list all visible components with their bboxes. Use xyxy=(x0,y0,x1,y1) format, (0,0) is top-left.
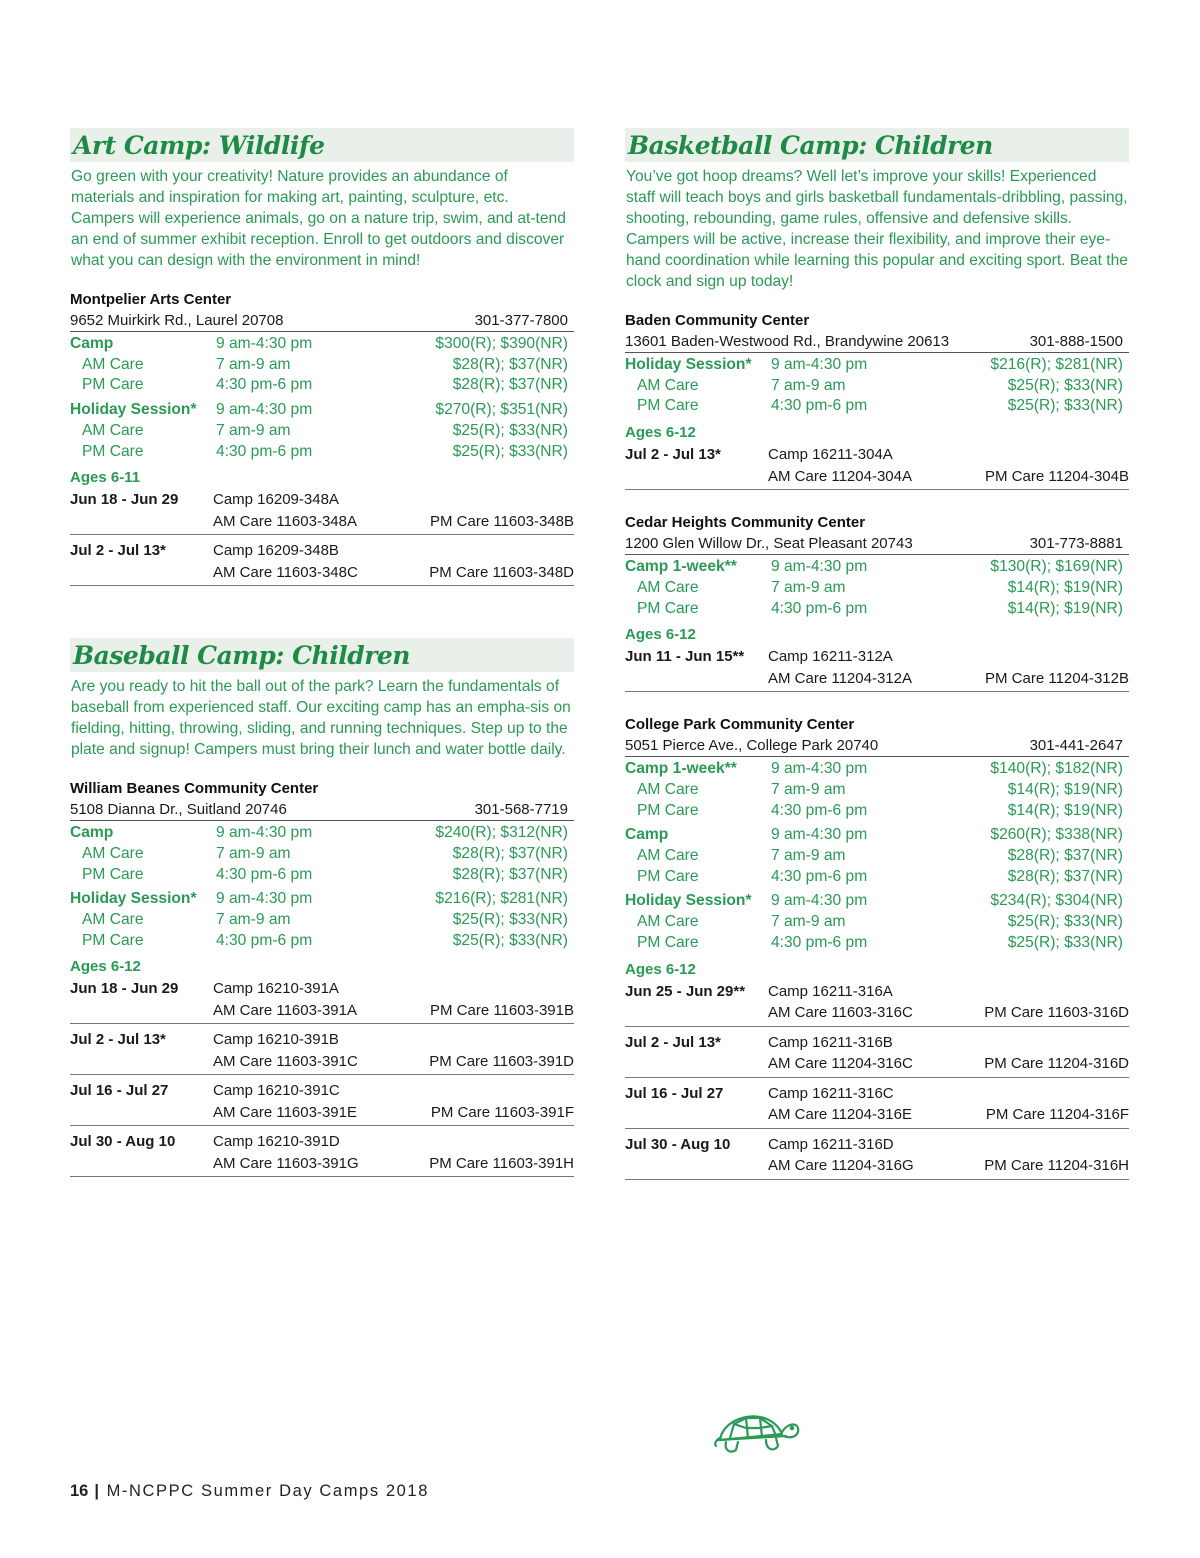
left-column xyxy=(70,128,574,1229)
schedule-label: AM Care xyxy=(82,421,144,439)
schedule-fee: $28(R); $37(NR) xyxy=(1007,847,1123,865)
center-address: 1200 Glen Willow Dr., Seat Pleasant 20743 xyxy=(625,535,913,553)
schedule-time: 4:30 pm-6 pm xyxy=(216,442,313,460)
pm-care-code: PM Care 11603-316D xyxy=(984,1004,1129,1022)
schedule-label: Camp xyxy=(70,335,114,352)
am-care-code: AM Care 11603-391A xyxy=(213,1001,357,1019)
session-codes xyxy=(213,540,574,583)
schedule-row xyxy=(70,442,574,463)
am-care-code: AM Care 11204-312A xyxy=(768,669,912,687)
schedule-row xyxy=(625,578,1129,599)
am-care-code: AM Care 11204-316C xyxy=(768,1055,913,1073)
camp-code: Camp 16210-391A xyxy=(213,980,339,998)
schedule-fee: $270(R); $351(NR) xyxy=(435,401,568,419)
center-address-row xyxy=(625,533,1129,555)
session-dates: Jul 30 - Aug 10 xyxy=(625,1135,731,1153)
session-codes xyxy=(213,489,574,532)
section-description: Go green with your creativity! Nature provides an abundance of materials and inspiration for making art, painting, sculpture, etc. Campers will experience animals, go on a nature trip, swim, and at-tend an end of summer exhibit reception. Enroll to get outdoors and discover what you can design with the environment in mind! xyxy=(71,168,566,269)
schedule-label: PM Care xyxy=(637,397,699,415)
camp-code: Camp 16211-316A xyxy=(768,982,893,1000)
care-codes xyxy=(768,668,1129,690)
schedule-fee: $25(R); $33(NR) xyxy=(1007,376,1123,394)
schedule-label: Holiday Session* xyxy=(70,401,197,419)
schedule-time: 4:30 pm-6 pm xyxy=(216,931,313,949)
schedule-time: 7 am-9 am xyxy=(216,844,291,862)
schedule-time: 9 am-4:30 pm xyxy=(216,335,313,352)
schedule-row xyxy=(625,557,1129,578)
center-address-row xyxy=(70,310,574,332)
schedule-label: Holiday Session* xyxy=(625,892,752,910)
schedule-fee: $25(R); $33(NR) xyxy=(1007,933,1123,951)
camp-code: Camp 16211-304A xyxy=(768,446,893,464)
schedule-time: 9 am-4:30 pm xyxy=(216,401,313,419)
am-care-code: AM Care 11603-348C xyxy=(213,563,358,581)
care-codes xyxy=(213,1102,574,1124)
schedule xyxy=(625,355,1129,417)
session-codes xyxy=(213,978,574,1021)
schedule-fee: $25(R); $33(NR) xyxy=(452,911,568,929)
schedule-fee: $14(R); $19(NR) xyxy=(1007,801,1123,819)
session-row xyxy=(70,977,574,1024)
schedule-label: PM Care xyxy=(637,867,699,885)
session-codes xyxy=(213,1029,574,1072)
schedule-row xyxy=(70,823,574,844)
schedule-row xyxy=(625,355,1129,376)
schedule-time: 9 am-4:30 pm xyxy=(771,356,868,373)
schedule-time: 4:30 pm-6 pm xyxy=(216,376,313,394)
schedule-label: PM Care xyxy=(637,801,699,819)
center-address-row xyxy=(70,799,574,821)
camp-section xyxy=(625,128,1129,1180)
schedule-row xyxy=(625,801,1129,822)
schedule-time: 9 am-4:30 pm xyxy=(771,558,868,576)
schedule-label: AM Care xyxy=(637,376,699,394)
care-codes xyxy=(768,1155,1129,1177)
section-title: Basketball Camp: Children xyxy=(625,128,1129,162)
schedule-row xyxy=(625,891,1129,912)
center-block xyxy=(625,714,1129,1179)
schedule-row xyxy=(625,396,1129,417)
pm-care-code: PM Care 11603-391D xyxy=(429,1052,574,1070)
center-address: 5108 Dianna Dr., Suitland 20746 xyxy=(70,801,287,819)
session-row xyxy=(625,1082,1129,1129)
schedule-row xyxy=(70,910,574,931)
center-address: 9652 Muirkirk Rd., Laurel 20708 xyxy=(70,312,284,329)
schedule-row xyxy=(625,846,1129,867)
camp-code: Camp 16211-316D xyxy=(768,1135,894,1153)
care-codes xyxy=(213,1051,574,1073)
am-care-code: AM Care 11603-391C xyxy=(213,1052,358,1070)
session-row xyxy=(625,1133,1129,1180)
schedule-row xyxy=(70,865,574,886)
footer-title: M-NCPPC Summer Day Camps 2018 xyxy=(106,1482,429,1500)
am-care-code: AM Care 11603-391G xyxy=(213,1154,359,1172)
center-address: 13601 Baden-Westwood Rd., Brandywine 20613 xyxy=(625,333,950,350)
schedule-row xyxy=(625,912,1129,933)
schedule-fee: $240(R); $312(NR) xyxy=(435,824,568,842)
schedule-label: AM Care xyxy=(637,780,699,798)
schedule xyxy=(70,823,574,951)
schedule-label: PM Care xyxy=(82,931,144,949)
session-codes xyxy=(768,444,1129,487)
schedule-row xyxy=(625,933,1129,954)
care-codes xyxy=(213,511,574,533)
center-address: 5051 Pierce Ave., College Park 20740 xyxy=(625,737,879,755)
schedule-time: 4:30 pm-6 pm xyxy=(771,933,868,951)
schedule-time: 9 am-4:30 pm xyxy=(771,892,868,910)
center-phone: 301-773-8881 xyxy=(1029,535,1123,553)
session-dates: Jul 2 - Jul 13* xyxy=(70,542,166,560)
section-title: Baseball Camp: Children xyxy=(70,638,574,672)
camp-code: Camp 16211-312A xyxy=(768,648,893,666)
pm-care-code: PM Care 11204-316H xyxy=(984,1157,1129,1175)
pm-care-code: PM Care 11603-391F xyxy=(430,1103,574,1121)
schedule-label: AM Care xyxy=(637,847,699,865)
schedule-fee: $216(R); $281(NR) xyxy=(990,356,1123,373)
pm-care-code: PM Care 11204-304B xyxy=(985,467,1129,485)
schedule-label: Camp 1-week** xyxy=(625,760,737,778)
schedule-fee: $216(R); $281(NR) xyxy=(435,890,568,908)
session-row xyxy=(70,539,574,586)
session-row xyxy=(625,980,1129,1027)
schedule-label: AM Care xyxy=(82,911,144,929)
schedule-time: 7 am-9 am xyxy=(216,911,291,929)
schedule-time: 7 am-9 am xyxy=(771,780,846,798)
schedule-fee: $28(R); $37(NR) xyxy=(1007,867,1123,885)
am-care-code: AM Care 11603-348A xyxy=(213,512,357,530)
center-phone: 301-568-7719 xyxy=(474,801,568,819)
session-dates: Jul 16 - Jul 27 xyxy=(625,1084,724,1102)
schedule-label: AM Care xyxy=(82,844,144,862)
schedule xyxy=(70,334,574,462)
schedule-fee: $140(R); $182(NR) xyxy=(990,760,1123,778)
camp-code: Camp 16210-391C xyxy=(213,1082,340,1100)
center-name: Montpelier Arts Center xyxy=(70,291,232,308)
am-care-code: AM Care 11204-316E xyxy=(768,1106,912,1124)
ages-label: Ages 6-12 xyxy=(625,424,696,442)
care-codes xyxy=(213,1000,574,1022)
center-address-row xyxy=(625,331,1129,353)
session-codes xyxy=(768,1083,1129,1126)
schedule-time: 4:30 pm-6 pm xyxy=(771,397,868,415)
schedule-label: Holiday Session* xyxy=(625,356,752,373)
schedule-row xyxy=(625,599,1129,620)
camp-code: Camp 16209-348A xyxy=(213,491,339,509)
schedule xyxy=(625,759,1129,953)
pm-care-code: PM Care 11603-348D xyxy=(429,563,574,581)
session-row xyxy=(70,1028,574,1075)
center-name: Cedar Heights Community Center xyxy=(625,514,866,532)
care-codes xyxy=(768,466,1129,488)
schedule-label: Camp xyxy=(625,826,669,844)
schedule-row xyxy=(70,400,574,421)
camp-code: Camp 16210-391D xyxy=(213,1133,340,1151)
center-block xyxy=(70,778,574,1177)
session-dates: Jul 16 - Jul 27 xyxy=(70,1082,169,1100)
session-row xyxy=(625,443,1129,490)
session-row xyxy=(70,1130,574,1177)
schedule-time: 7 am-9 am xyxy=(771,578,846,596)
schedule-label: PM Care xyxy=(637,599,699,617)
session-row xyxy=(70,1079,574,1126)
schedule-label: Holiday Session* xyxy=(70,890,197,908)
schedule-fee: $234(R); $304(NR) xyxy=(990,892,1123,910)
pm-care-code: PM Care 11603-391H xyxy=(429,1154,574,1172)
schedule-fee: $25(R); $33(NR) xyxy=(452,442,568,460)
camp-code: Camp 16209-348B xyxy=(213,542,339,560)
center-block xyxy=(70,289,574,586)
schedule-row xyxy=(70,334,574,355)
am-care-code: AM Care 11204-316G xyxy=(768,1157,914,1175)
schedule-time: 4:30 pm-6 pm xyxy=(771,867,868,885)
schedule-time: 9 am-4:30 pm xyxy=(771,826,868,844)
schedule-time: 7 am-9 am xyxy=(771,376,846,394)
schedule-row xyxy=(70,375,574,396)
center-name: College Park Community Center xyxy=(625,716,855,734)
am-care-code: AM Care 11603-391E xyxy=(213,1103,357,1121)
care-codes xyxy=(768,1053,1129,1075)
schedule-row xyxy=(625,759,1129,780)
am-care-code: AM Care 11204-304A xyxy=(768,467,912,485)
schedule-time: 9 am-4:30 pm xyxy=(771,760,868,778)
schedule-label: PM Care xyxy=(82,865,144,883)
turtle-icon xyxy=(712,1398,802,1462)
schedule-fee: $28(R); $37(NR) xyxy=(452,376,568,394)
center-phone: 301-377-7800 xyxy=(474,312,568,329)
care-codes xyxy=(768,1002,1129,1024)
session-dates: Jul 30 - Aug 10 xyxy=(70,1133,176,1151)
schedule xyxy=(625,557,1129,619)
center-name: Baden Community Center xyxy=(625,312,810,329)
schedule-row xyxy=(70,355,574,376)
schedule-fee: $25(R); $33(NR) xyxy=(1007,397,1123,415)
schedule-row xyxy=(625,780,1129,801)
schedule-time: 7 am-9 am xyxy=(771,847,846,865)
ages-label: Ages 6-11 xyxy=(70,469,141,487)
session-row xyxy=(625,645,1129,692)
schedule-label: AM Care xyxy=(82,355,144,373)
schedule-fee: $28(R); $37(NR) xyxy=(452,865,568,883)
care-codes xyxy=(768,1104,1129,1126)
schedule-fee: $14(R); $19(NR) xyxy=(1007,578,1123,596)
right-column xyxy=(625,128,1129,1232)
session-dates: Jun 18 - Jun 29 xyxy=(70,980,179,998)
center-name: William Beanes Community Center xyxy=(70,780,319,798)
schedule-label: PM Care xyxy=(637,933,699,951)
schedule-fee: $25(R); $33(NR) xyxy=(452,931,568,949)
session-codes xyxy=(213,1080,574,1123)
pm-care-code: PM Care 11204-316F xyxy=(985,1106,1129,1124)
schedule-time: 7 am-9 am xyxy=(216,421,291,439)
schedule-label: AM Care xyxy=(637,578,699,596)
session-dates: Jun 11 - Jun 15** xyxy=(625,648,745,666)
schedule-row xyxy=(70,421,574,442)
session-dates: Jul 2 - Jul 13* xyxy=(625,446,721,464)
session-dates: Jun 18 - Jun 29 xyxy=(70,491,179,509)
center-phone: 301-441-2647 xyxy=(1029,737,1123,755)
session-row xyxy=(625,1031,1129,1078)
schedule-label: PM Care xyxy=(82,442,144,460)
center-block xyxy=(625,512,1129,692)
camp-code: Camp 16211-316C xyxy=(768,1084,894,1102)
schedule-time: 4:30 pm-6 pm xyxy=(771,801,868,819)
camp-code: Camp 16211-316B xyxy=(768,1033,893,1051)
schedule-row xyxy=(70,889,574,910)
schedule-row xyxy=(70,931,574,952)
session-codes xyxy=(768,1134,1129,1177)
session-row xyxy=(70,488,574,535)
schedule-row xyxy=(625,376,1129,397)
schedule-fee: $14(R); $19(NR) xyxy=(1007,599,1123,617)
session-dates: Jul 2 - Jul 13* xyxy=(70,1031,166,1049)
schedule-fee: $28(R); $37(NR) xyxy=(452,355,568,373)
schedule-time: 7 am-9 am xyxy=(216,355,291,373)
session-codes xyxy=(768,646,1129,689)
session-dates: Jun 25 - Jun 29** xyxy=(625,982,746,1000)
schedule-time: 4:30 pm-6 pm xyxy=(216,865,313,883)
center-address-row xyxy=(625,735,1129,757)
pm-care-code: PM Care 11204-316D xyxy=(984,1055,1129,1073)
session-codes xyxy=(768,1032,1129,1075)
am-care-code: AM Care 11603-316C xyxy=(768,1004,913,1022)
schedule-fee: $300(R); $390(NR) xyxy=(435,335,568,352)
schedule-time: 9 am-4:30 pm xyxy=(216,824,313,842)
schedule-fee: $28(R); $37(NR) xyxy=(452,844,568,862)
pm-care-code: PM Care 11204-312B xyxy=(985,669,1129,687)
camp-code: Camp 16210-391B xyxy=(213,1031,339,1049)
schedule-time: 7 am-9 am xyxy=(771,913,846,931)
pm-care-code: PM Care 11603-391B xyxy=(430,1001,574,1019)
center-block xyxy=(625,310,1129,490)
schedule-time: 9 am-4:30 pm xyxy=(216,890,313,908)
schedule-label: PM Care xyxy=(82,376,144,394)
section-title: Art Camp: Wildlife xyxy=(70,128,574,162)
camp-section xyxy=(70,638,574,1177)
schedule-fee: $260(R); $338(NR) xyxy=(990,826,1123,844)
schedule-row xyxy=(625,867,1129,888)
schedule-label: Camp 1-week** xyxy=(625,558,737,576)
schedule-fee: $25(R); $33(NR) xyxy=(1007,913,1123,931)
page-footer xyxy=(70,1482,429,1501)
schedule-time: 4:30 pm-6 pm xyxy=(771,599,868,617)
camp-section xyxy=(70,128,574,586)
schedule-row xyxy=(70,844,574,865)
schedule-fee: $130(R); $169(NR) xyxy=(990,558,1123,576)
care-codes xyxy=(213,562,574,584)
footer-separator: | xyxy=(94,1482,101,1500)
care-codes xyxy=(213,1153,574,1175)
center-phone: 301-888-1500 xyxy=(1029,333,1123,350)
section-description: You’ve got hoop dreams? Well let’s improve your skills! Experienced staff will teach boys and girls basketball fundamentals-dribbling, passing, shooting, rebounding, game rules, offensive and defensive skills. Campers will be active, increase their flexibility, and improve their eye-hand coordination while learning this popular and exciting sport. Beat the clock and sign up today! xyxy=(626,168,1128,290)
ages-label: Ages 6-12 xyxy=(625,960,696,978)
schedule-fee: $14(R); $19(NR) xyxy=(1007,780,1123,798)
ages-label: Ages 6-12 xyxy=(625,626,696,644)
section-description: Are you ready to hit the ball out of the park? Learn the fundamentals of baseball from experienced staff. Our exciting camp has an empha-sis on fielding, hitting, throwing, sliding, and running techniques. Step up to the plate and signup! Campers must bring their lunch and water bottle daily. xyxy=(71,678,571,759)
schedule-fee: $25(R); $33(NR) xyxy=(452,421,568,439)
schedule-label: AM Care xyxy=(637,913,699,931)
ages-label: Ages 6-12 xyxy=(70,958,141,976)
page-number: 16 xyxy=(70,1482,89,1500)
pm-care-code: PM Care 11603-348B xyxy=(430,512,574,530)
session-codes xyxy=(213,1131,574,1174)
session-dates: Jul 2 - Jul 13* xyxy=(625,1033,721,1051)
schedule-row xyxy=(625,825,1129,846)
session-codes xyxy=(768,981,1129,1024)
schedule-label: Camp xyxy=(70,824,114,842)
